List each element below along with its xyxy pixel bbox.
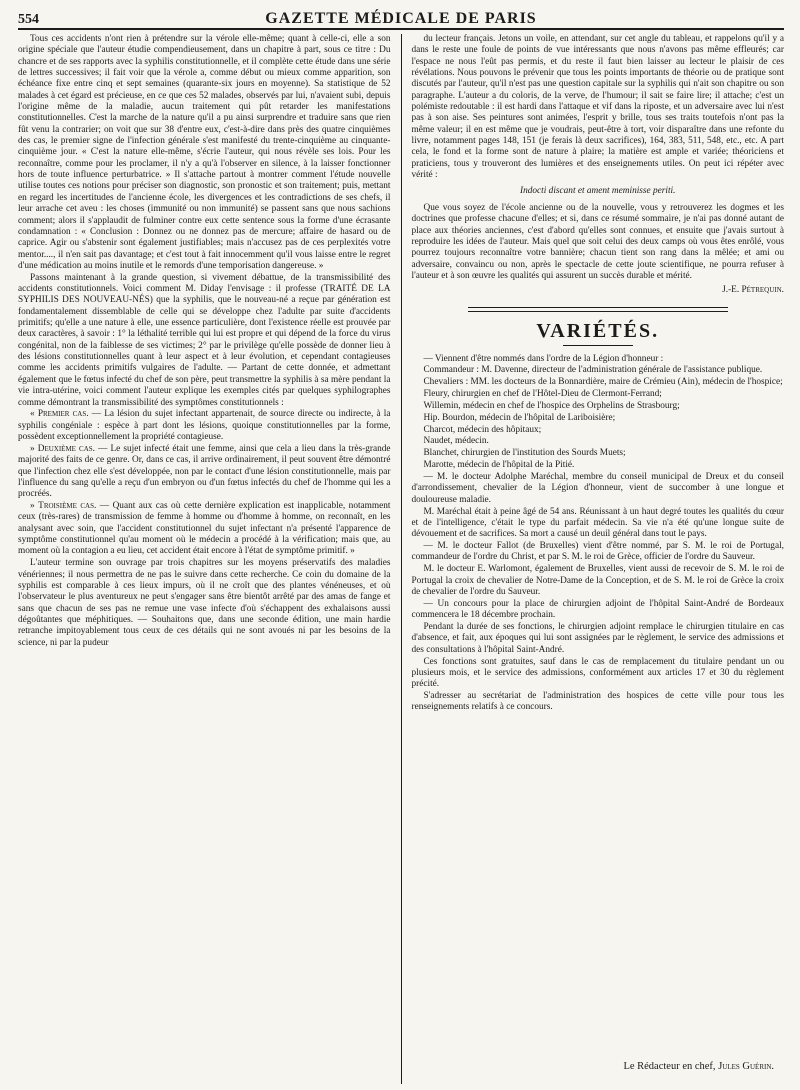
news-item: — Viennent d'être nommés dans l'ordre de la Légion d'honneur :	[423, 353, 664, 364]
news-item: Hip. Bourdon, médecin de l'hôpital de Lariboisière;	[423, 412, 616, 423]
case-label: Premier cas.	[37, 409, 89, 420]
section-separator	[468, 307, 728, 312]
case-label: Troisième cas.	[38, 501, 97, 512]
author-signature	[411, 285, 784, 296]
news-item: Ces fonctions sont gratuites, sauf dans le cas de remplacement du titulaire pendant un ou plusieurs mois, et le service des admissions, conformément aux articles 17 et 30 du règlement précité.	[411, 656, 784, 690]
news-item: Commandeur : M. Davenne, directeur de l'administration générale de l'assistance publique.	[423, 365, 763, 376]
latin-motto: Indocti discant et ament meminisse periti.	[520, 186, 676, 197]
paragraph: Que vous soyez de l'école ancienne ou de la nouvelle, vous y retrouverez les dogmes et les doctrines que professe chacune d'elles; et si, dans ce résumé sommaire, je n'ai pas donné autant de place aux théories anciennes, c'est d'abord qu'elles sont connues, et ensuite que j'avais surtout à reproduire les idées de l'auteur. Mais quel que soit celui des deux camps où vous êtes enrôlé, vous pourrez toujours reconnaître votre bannière; chacun tient son rang dans la mêlée; et ami ou adversaire, convaincu ou non, après le spectacle de cette joute scientifique, ne pourra refuser à l'auteur et à son œuvre les qualités qui assurent un succès durable et mérité.	[411, 202, 784, 281]
section-title: VARIÉTÉS.	[536, 319, 660, 342]
news-item: S'adresser au secrétariat de l'administration des hospices de cette ville pour tous les renseignements relatifs à ce concours.	[411, 691, 784, 713]
column-rule	[401, 34, 402, 1084]
title-rule	[563, 345, 633, 346]
case-text: — Quant aux cas où cette dernière explication est inapplicable, notamment ceux (très-rares) de transmission de femme à homme ou d'homme à homme, on reconnaît, en les analysant avec soin, que l'accident constitutionnel du sujet infectant n'a présenté l'apparence de symptôme constitutionnel qu'au moment où le médecin a procédé à la vérification; mais que, au moment où la contagion a eu lieu, cet accident était encore à l'état de symptôme primitif. »	[18, 501, 391, 557]
paragraph: du lecteur français. Jetons un voile, en attendant, sur cet angle du tableau, et rappelons qu'il y a dans le reste une foule de points de vue intéressants que nous n'avons pas même effleurés; car l'espace ne nous l'eût pas permis, et du reste il faut bien laisser au lecteur le plaisir de ces révélations. Nous pouvons le prévenir que tous les points importants de théorie ou de pratique sont discutés par l'auteur, qu'il n'est pas une question capitale sur la syphilis qui n'ait son chapitre ou son paragraphe. L'auteur a du coloris, de la verve, de l'humour; il sait se faire lire; il attache; c'est un polémiste redoutable : il est hardi dans l'attaque et vif dans la riposte, et un adversaire avec lui n'est pas à son aise. Ses peintures sont animées, l'esprit y brille, tous ses traits toutefois n'ont pas la même valeur; il en est même que je voudrais, peut-être à tort, voir disparaître dans une refonte du livre, notamment pages 148, 151 (je ferais là deux sacrifices), 164, 383, 511, 548, etc., etc. A part cela, le fond et la forme sont de nature à plaire; la matière est ample et variée; théoriciens et praticiens, tous y trouveront des lumières et des enseignements utiles. On peut ici répéter avec vérité :	[411, 34, 784, 181]
editor-name: Jules Guérin.	[718, 1061, 774, 1072]
news-item: Charcot, médecin des hôpitaux;	[423, 424, 542, 435]
journal-title: GAZETTE MÉDICALE DE PARIS	[265, 10, 537, 27]
case-paragraph: « Premier cas. — La lésion du sujet infectant appartenait, de source directe ou indirecte, à la syphilis congéniale : espèce à part dont les lésions, quoique constitutionnelles par la forme, possèdent exceptionnellement la propriété contagieuse.	[18, 409, 391, 443]
paragraph: Tous ces accidents n'ont rien à prétendre sur la vérole elle-même; quant à celle-ci, elle a son origine spéciale que l'auteur étudie compendieusement, dans un chapitre à part, sous ce titre : Du chancre et de ses rapports avec la syphilis constitutionnelle, et il complète cette étude dans une série de lettres successives; il fait voir que la vérole a, comme début ou mieux comme apparition, son échéance fixe entre cinq et sept semaines (quarante-six jours en moyenne). Sa statistique de 52 malades à cet égard est précieuse, en ce que ces 52 malades, observés par lui, n'avaient subi, depuis l'origine même de la maladie, aucun traitement qui pût retarder les manifestations constitutionnelles. C'est la marche de la nature qu'il a pu ainsi surprendre et traduire sans que rien fût venu la contrarier; on voit que sur 38 d'entre eux, c'est-à-dire dans près des quatre cinquièmes des cas, le premier signe de l'infection générale s'est manifesté du trente-cinquième au cinquante-cinquième jour. « C'est la nature elle-même, s'écrie l'auteur, qui nous révèle ses lois. Pour les reconnaître, comme pour les proclamer, il n'y a qu'à l'observer en silence, à la laisser fonctionner hors de toute influence perturbatrice. » Il s'attache partout à montrer comment l'étude nouvelle utilise toutes ces notions pour préciser son diagnostic, son pronostic et son traitement; puis, mettant en regard les incertitudes de l'ancienne école, les divergences et les contradictions de ses chefs, il leur arrache cet aveu : les choses (immunité ou non immunité) se passent sans que nous sachions comment; alors il s'applaudit de fulminer contre eux cette sentence sous la forme d'une écrasante condamnation : « Conclusion : Donnez ou ne donnez pas de mercure; affaire de hasard ou de caprice. Agir ou s'abstenir sont également justifiables; mais n'accusez pas de ces perplexités votre mentor...., il n'en sait pas davantage; et c'est tout à fait innocemment qu'il vous laisse entre le regret d'une médication au moins inutile et le remords d'une temporisation dangereuse. »	[18, 34, 391, 271]
case-paragraph: » Troisième cas. — Quant aux cas où cette dernière explication est inapplicable, notamment ceux (très-rares) de transmission de femme à homme ou d'homme à homme, on reconnaît, en les analysant avec soin, que l'accident constitutionnel du sujet infectant n'a présenté l'apparence de symptôme constitutionnel qu'au moment où le médecin a procédé à la vérification; mais que, au moment où la contagion a eu lieu, cet accident était encore à l'état de symptôme primitif. »	[18, 501, 391, 557]
news-item: M. Maréchal était à peine âgé de 54 ans. Réunissant à un haut degré toutes les qualités du cœur et de l'intelligence, c'était le type du parfait médecin. Sa vie n'a été qu'une longue suite de dévouement et de sacrifices. Sa mort a causé un deuil général dans tout le pays.	[411, 506, 784, 540]
news-item: — M. le docteur Fallot (de Bruxelles) vient d'être nommé, par S. M. le roi de Portugal, commandeur de l'ordre du Christ, et par S. M. le roi de Grèce, officier de l'ordre du Sauveur.	[411, 541, 784, 563]
left-column	[18, 34, 397, 1084]
news-item: — M. le docteur Adolphe Maréchal, membre du conseil municipal de Dreux et du conseil d'arrondissement, chevalier de la Légion d'honneur, vient de succomber à une longue et douloureuse maladie.	[411, 472, 784, 505]
case-text: — Le sujet infecté était une femme, ainsi que cela a lieu dans la très-grande majorité des faits de ce genre. Or, dans ce cas, il arrive ordinairement, il peut souvent être démontré que l'infection chez elle s'est développée, non par le contact d'une lésion constitutionnelle, mais par l'influence du sang qu'elle a reçu d'un embryon ou d'un fœtus infectés du chef de l'homme qui les a procréés.	[18, 443, 391, 500]
news-item: Marotte, médecin de l'hôpital de la Pitié.	[423, 460, 575, 471]
right-column	[405, 34, 784, 1084]
news-item: M. le docteur E. Warlomont, également de Bruxelles, vient aussi de recevoir de S. M. le roi de Portugal la croix de chevalier de Notre-Dame de la Conception, et de S. M. le roi de Grèce la croix de chevalier de l'ordre du Sauveur.	[411, 564, 784, 597]
news-item: — Un concours pour la place de chirurgien adjoint de l'hôpital Saint-André de Bordeaux commencera le 18 décembre prochain.	[411, 598, 784, 621]
news-item: Fleury, chirurgien en chef de l'Hôtel-Dieu de Clermont-Ferrand;	[423, 389, 662, 400]
newspaper-page	[18, 6, 784, 1084]
page-header	[18, 6, 784, 30]
case-paragraph: » Deuxième cas. — Le sujet infecté était une femme, ainsi que cela a lieu dans la très-grande majorité des faits de ce genre. Or, dans ce cas, il arrive ordinairement, il peut souvent être démontré que l'infection chez elle s'est développée, non par le contact d'une lésion constitutionnelle, mais par l'influence du sang qu'elle a reçu d'un embryon ou d'un fœtus infectés du chef de l'homme qui les a procréés.	[18, 443, 391, 500]
news-item: Willemin, médecin en chef de l'hospice des Orphelins de Strasbourg;	[423, 400, 680, 411]
case-text: — La lésion du sujet infectant appartenait, de source directe ou indirecte, à la syphilis congéniale : espèce à part dont les lésions, quoique constitutionnelles par la forme, possèdent exceptionnellement la propriété contagieuse.	[18, 409, 391, 443]
news-item: Blanchet, chirurgien de l'institution des Sourds Muets;	[423, 448, 626, 459]
editor-signature	[623, 1061, 774, 1072]
news-item: Pendant la durée de ses fonctions, le chirurgien adjoint remplace le chirurgien titulaire en cas d'absence, et fait, aux époques qui lui sont assignées par le règlement, le service des admissions et des consultations à l'hôpital Saint-André.	[411, 621, 784, 655]
news-item: Naudet, médecin.	[423, 436, 489, 447]
paragraph: Passons maintenant à la grande question, si vivement débattue, de la transmissibilité des accidents constitutionnels. Voici comment M. Diday l'envisage : il professe (TRAITÉ DE LA SYPHILIS DES NOUVEAU-NÉS) que la syphilis, que le nouveau-né a reçue par génération est fondamentalement dissemblable de celle qui se développe chez l'adulte par suite d'accidents primitifs; qu'elle a une nature à elle, une essence particulière, dont l'existence réelle est prouvée par deux caractères, à savoir : 1° la léthalité terrible qui lui est propre et qui dépend de la force du virus congénital, non de la faiblesse de ses victimes; 2° par le privilège qu'elle possède de donner lieu à des lésions constitutionnelles quant à leur aspect et à leur évolution, et cependant contagieuses comme les accidents primitifs vulgaires de l'adulte. — Partant de cette donnée, et admettant également que le fœtus infecté du chef de son père, peut transmettre la syphilis à sa mère pendant la vie intra-utérine, voici comment l'auteur explique les exemples cités par quelques syphilographes comme démontrant la transmissibilité des symptômes constitutionnels :	[18, 272, 391, 408]
paragraph: L'auteur termine son ouvrage par trois chapitres sur les moyens préservatifs des maladies vénériennes; il nous permettra de ne pas le suivre dans cette recherche. Ce coin du domaine de la syphilis est comparable à ces lieux impurs, où il ne croît que des plantes vénéneuses, et où l'observateur le plus aventureux ne peut s'engager sans être bientôt arrêté par des amas de fange et sans que chacun de ses pas ne remue une vase infecte d'où s'échappent des exhalaisons aussi dégoûtantes que méphitiques. — Souhaitons que, dans une seconde édition, une main hardie retranche impitoyablement tous ceux de ces détails qui ne sont avoués ni par les besoins de la science, ni par la pudeur	[18, 558, 391, 648]
case-label: Deuxième cas.	[37, 443, 95, 454]
editor-prefix: Le Rédacteur en chef,	[623, 1061, 719, 1072]
page-number: 554	[18, 12, 39, 27]
news-item: Chevaliers : MM. les docteurs de la Bonnardière, maire de Crémieu (Ain), médecin de l'hospice;	[423, 377, 783, 388]
signature-name: J.-E. Pétrequin.	[722, 285, 784, 296]
text-columns	[18, 34, 784, 1084]
